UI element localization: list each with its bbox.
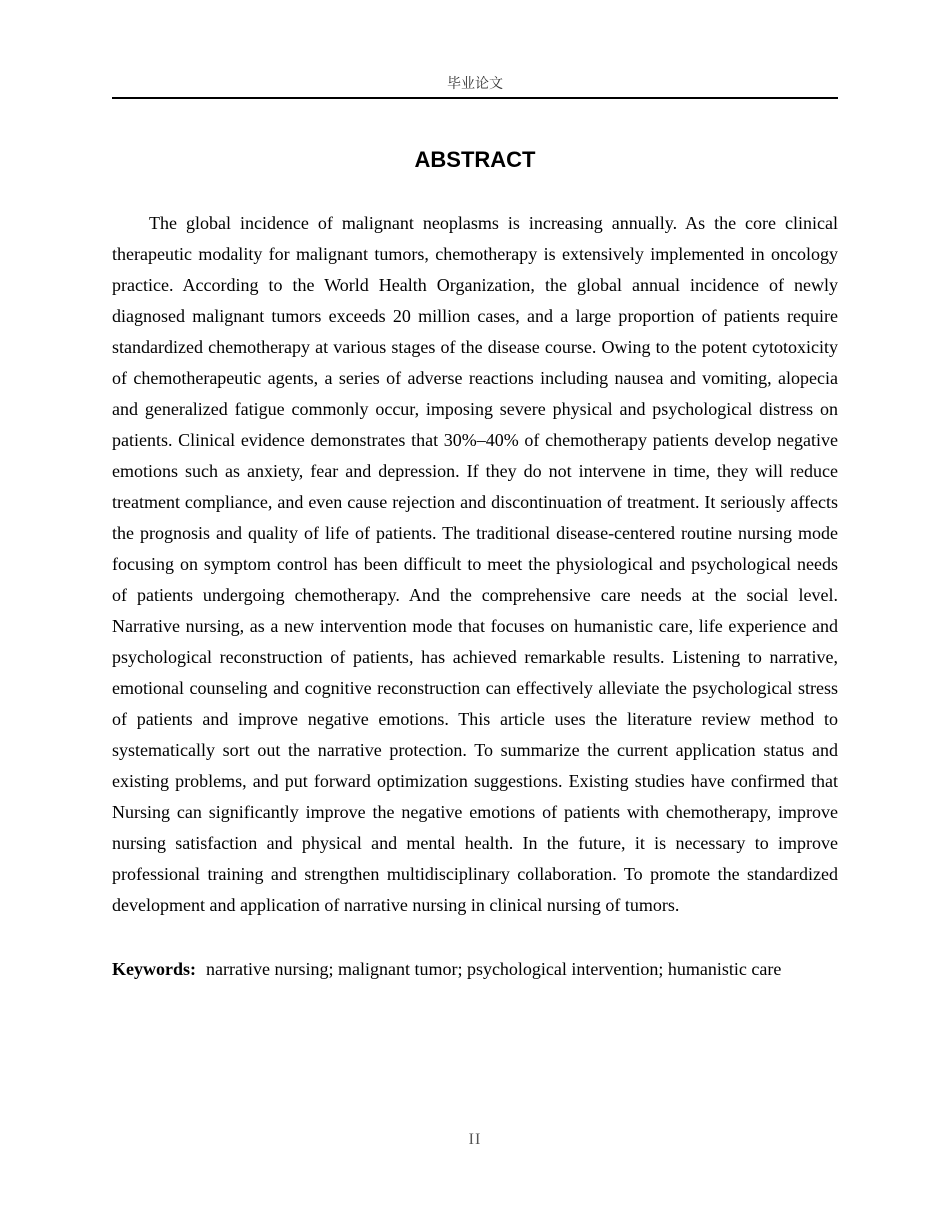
header-rule bbox=[112, 97, 838, 99]
running-header: 毕业论文 bbox=[447, 76, 503, 92]
abstract-body: The global incidence of malignant neoplasms is increasing annually. As the core clinical therapeutic modality for malignant tumors, chemotherapy is extensively implemented in oncology practice. According to the World Health Organization, the global annual incidence of newly diagnosed malignant tumors exceeds 20 million cases, and a large proportion of patients require standardized chemotherapy at various stages of the disease course. Owing to the potent cytotoxicity of chemotherapeutic agents, a series of adverse reactions including nausea and vomiting, alopecia and generalized fatigue commonly occur, imposing severe physical and psychological distress on patients. Clinical evidence demonstrates that 30%–40% of chemotherapy patients develop negative emotions such as anxiety, fear and depression. If they do not intervene in time, they will reduce treatment compliance, and even cause rejection and discontinuation of treatment. It seriously affects the prognosis and quality of life of patients. The traditional disease-centered routine nursing mode focusing on symptom control has been difficult to meet the physiological and psychological needs of patients undergoing chemotherapy. And the comprehensive care needs at the social level. Narrative nursing, as a new intervention mode that focuses on humanistic care, life experience and psychological reconstruction of patients, has achieved remarkable results. Listening to narrative, emotional counseling and cognitive reconstruction can effectively alleviate the psychological stress of patients and improve negative emotions. This article uses the literature review method to systematically sort out the narrative protection. To summarize the current application status and existing problems, and put forward optimization suggestions. Existing studies have confirmed that Nursing can significantly improve the negative emotions of patients with chemotherapy, improve nursing satisfaction and physical and mental health. In the future, it is necessary to improve professional training and strengthen multidisciplinary collaboration. To promote the standardized development and application of narrative nursing in clinical nursing of tumors. bbox=[112, 213, 838, 915]
keywords-line bbox=[112, 954, 838, 985]
keywords-value: narrative nursing; malignant tumor; psychological intervention; humanistic care bbox=[206, 959, 782, 979]
abstract-title: ABSTRACT bbox=[414, 147, 536, 172]
page-number: II bbox=[468, 1131, 482, 1148]
keywords-label: Keywords: bbox=[112, 959, 196, 979]
